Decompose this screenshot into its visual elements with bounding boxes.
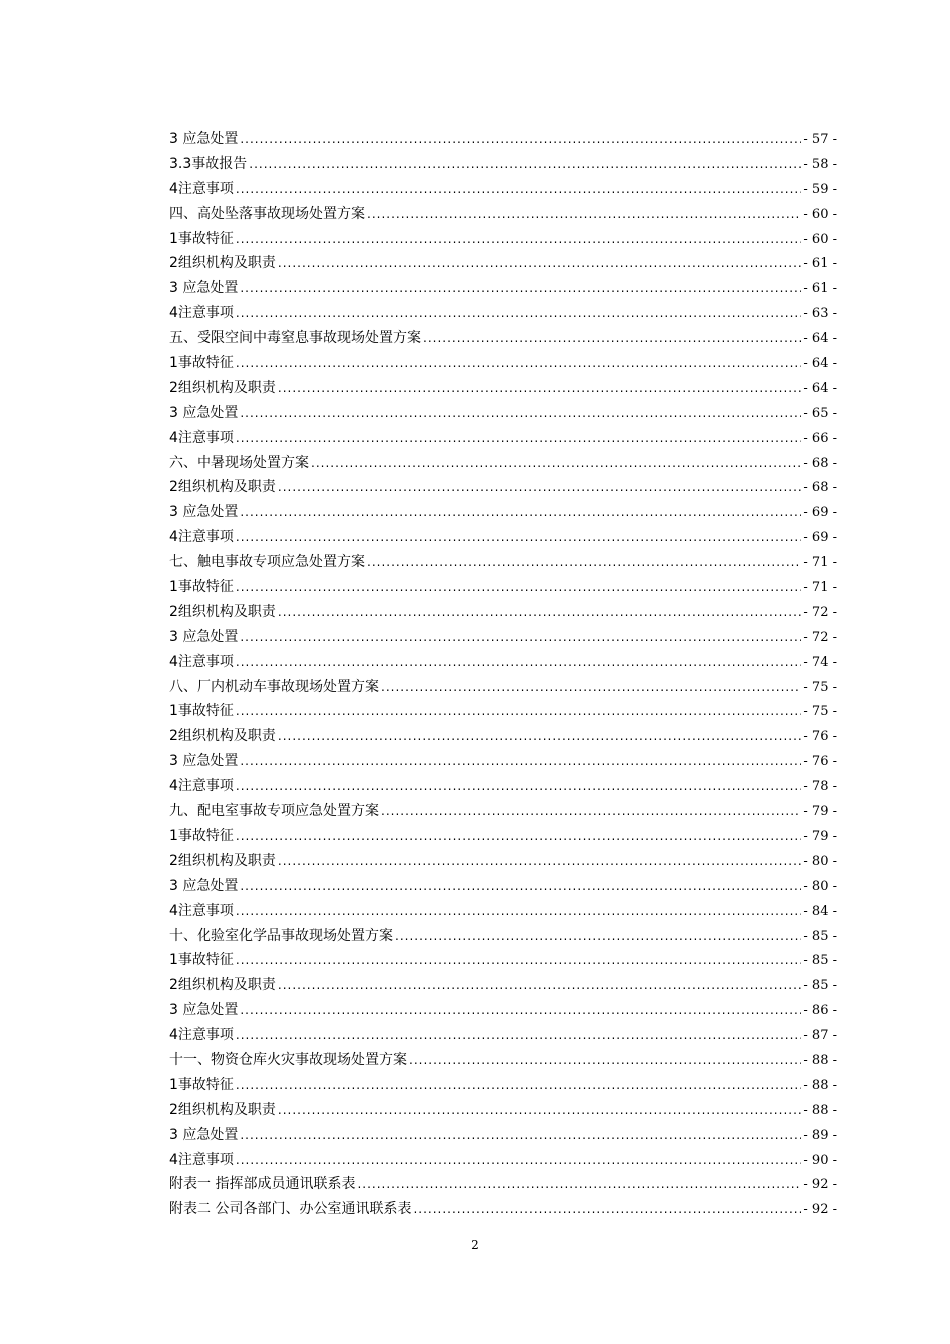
toc-entry-title: 四、高处坠落事故现场处置方案 bbox=[169, 205, 365, 222]
toc-dot-leader bbox=[236, 650, 801, 675]
toc-entry-page: - 75 - bbox=[803, 704, 837, 720]
toc-entry-page: - 64 - bbox=[803, 380, 837, 396]
toc-entry[interactable] bbox=[169, 301, 837, 326]
toc-entry[interactable] bbox=[169, 376, 837, 401]
toc-entry-title: 3 应急处置 bbox=[169, 753, 239, 770]
toc-dot-leader bbox=[236, 1148, 801, 1173]
toc-entry[interactable] bbox=[169, 276, 837, 301]
toc-entry[interactable] bbox=[169, 500, 837, 525]
toc-entry-title: 4注意事项 bbox=[169, 1027, 234, 1044]
toc-entry-title: 3 应急处置 bbox=[169, 1002, 239, 1019]
toc-entry[interactable] bbox=[169, 575, 837, 600]
toc-entry-title: 4注意事项 bbox=[169, 305, 234, 322]
toc-dot-leader bbox=[278, 475, 801, 500]
toc-dot-leader bbox=[423, 326, 801, 351]
toc-entry-title: 3 应急处置 bbox=[169, 131, 239, 147]
toc-dot-leader bbox=[236, 948, 801, 973]
toc-entry-page: - 78 - bbox=[803, 779, 837, 795]
toc-entry[interactable] bbox=[169, 1123, 837, 1148]
toc-dot-leader bbox=[236, 351, 801, 376]
toc-dot-leader bbox=[240, 625, 801, 650]
toc-entry-title: 1事故特征 bbox=[169, 827, 234, 844]
toc-entry[interactable] bbox=[169, 600, 837, 625]
toc-entry-title: 4注意事项 bbox=[169, 429, 234, 446]
toc-entry-title: 1事故特征 bbox=[169, 952, 234, 969]
toc-dot-leader bbox=[278, 251, 801, 276]
toc-entry[interactable] bbox=[169, 550, 837, 575]
toc-dot-leader bbox=[240, 1123, 801, 1148]
toc-entry-page: - 80 - bbox=[803, 878, 837, 894]
toc-entry[interactable] bbox=[169, 724, 837, 749]
toc-entry-page: - 64 - bbox=[803, 331, 837, 347]
toc-entry[interactable] bbox=[169, 899, 837, 924]
toc-dot-leader bbox=[278, 849, 801, 874]
toc-dot-leader bbox=[236, 774, 801, 799]
toc-entry[interactable] bbox=[169, 1197, 837, 1222]
toc-entry[interactable] bbox=[169, 774, 837, 799]
toc-entry-title: 五、受限空间中毒窒息事故现场处置方案 bbox=[169, 330, 421, 347]
toc-dot-leader bbox=[357, 1172, 801, 1197]
toc-entry-page: - 72 - bbox=[803, 629, 837, 645]
toc-entry-title: 4注意事项 bbox=[169, 1151, 234, 1168]
toc-entry[interactable] bbox=[169, 799, 837, 824]
toc-entry[interactable] bbox=[169, 973, 837, 998]
toc-entry[interactable] bbox=[169, 924, 837, 949]
toc-entry-title: 七、触电事故专项应急处置方案 bbox=[169, 554, 365, 571]
toc-entry[interactable] bbox=[169, 824, 837, 849]
toc-entry[interactable] bbox=[169, 675, 837, 700]
toc-entry[interactable] bbox=[169, 227, 837, 252]
toc-dot-leader bbox=[381, 675, 801, 700]
toc-entry[interactable] bbox=[169, 152, 837, 177]
toc-dot-leader bbox=[240, 998, 801, 1023]
toc-entry-page: - 68 - bbox=[803, 480, 837, 496]
toc-entry-page: - 61 - bbox=[803, 256, 837, 272]
toc-entry-page: - 63 - bbox=[803, 306, 837, 322]
toc-entry[interactable] bbox=[169, 127, 837, 152]
toc-entry-page: - 61 - bbox=[803, 281, 837, 297]
toc-dot-leader bbox=[278, 376, 801, 401]
toc-entry-page: - 72 - bbox=[803, 604, 837, 620]
toc-entry[interactable] bbox=[169, 202, 837, 227]
toc-dot-leader bbox=[240, 127, 801, 152]
toc-entry-page: - 85 - bbox=[803, 928, 837, 944]
toc-entry[interactable] bbox=[169, 625, 837, 650]
toc-entry-page: - 64 - bbox=[803, 356, 837, 372]
toc-dot-leader bbox=[236, 426, 801, 451]
toc-entry-title: 十一、物资仓库火灾事故现场处置方案 bbox=[169, 1051, 407, 1068]
toc-entry[interactable] bbox=[169, 874, 837, 899]
toc-dot-leader bbox=[240, 401, 801, 426]
toc-dot-leader bbox=[409, 1048, 801, 1073]
toc-entry[interactable] bbox=[169, 1073, 837, 1098]
toc-entry[interactable] bbox=[169, 1048, 837, 1073]
toc-entry[interactable] bbox=[169, 525, 837, 550]
toc-entry-page: - 79 - bbox=[803, 804, 837, 820]
toc-entry[interactable] bbox=[169, 1023, 837, 1048]
toc-entry-page: - 92 - bbox=[803, 1177, 837, 1193]
toc-entry[interactable] bbox=[169, 326, 837, 351]
toc-entry[interactable] bbox=[169, 998, 837, 1023]
toc-dot-leader bbox=[240, 749, 801, 774]
toc-entry-title: 2组织机构及职责 bbox=[169, 1101, 276, 1118]
toc-dot-leader bbox=[278, 724, 801, 749]
toc-entry[interactable] bbox=[169, 401, 837, 426]
toc-entry-title: 4注意事项 bbox=[169, 529, 234, 546]
toc-entry-page: - 66 - bbox=[803, 430, 837, 446]
toc-entry-page: - 76 - bbox=[803, 729, 837, 745]
toc-entry-title: 3.3事故报告 bbox=[169, 155, 248, 172]
toc-entry[interactable] bbox=[169, 699, 837, 724]
toc-entry-title: 2组织机构及职责 bbox=[169, 379, 276, 396]
toc-entry-page: - 90 - bbox=[803, 1152, 837, 1168]
toc-entry-title: 4注意事项 bbox=[169, 653, 234, 670]
toc-entry-title: 2组织机构及职责 bbox=[169, 479, 276, 496]
toc-entry-title: 2组织机构及职责 bbox=[169, 728, 276, 745]
toc-entry-title: 1事故特征 bbox=[169, 355, 234, 372]
table-of-contents bbox=[169, 127, 837, 1222]
toc-dot-leader bbox=[311, 451, 801, 476]
toc-entry[interactable] bbox=[169, 849, 837, 874]
toc-dot-leader bbox=[278, 600, 801, 625]
toc-dot-leader bbox=[381, 799, 801, 824]
toc-entry-title: 2组织机构及职责 bbox=[169, 977, 276, 994]
toc-entry-page: - 85 - bbox=[803, 953, 837, 969]
toc-entry-page: - 57 - bbox=[803, 132, 837, 147]
toc-entry-page: - 69 - bbox=[803, 505, 837, 521]
toc-entry[interactable] bbox=[169, 351, 837, 376]
toc-entry-page: - 86 - bbox=[803, 1003, 837, 1019]
toc-entry-page: - 65 - bbox=[803, 405, 837, 421]
toc-entry-title: 3 应急处置 bbox=[169, 404, 239, 421]
toc-entry-title: 十、化验室化学品事故现场处置方案 bbox=[169, 927, 393, 944]
toc-dot-leader bbox=[236, 575, 801, 600]
toc-entry-title: 2组织机构及职责 bbox=[169, 852, 276, 869]
toc-entry-page: - 79 - bbox=[803, 828, 837, 844]
toc-dot-leader bbox=[236, 699, 801, 724]
toc-entry-title: 附表二 公司各部门、办公室通讯联系表 bbox=[169, 1201, 412, 1218]
toc-entry-title: 六、中暑现场处置方案 bbox=[169, 454, 309, 471]
toc-dot-leader bbox=[240, 874, 801, 899]
toc-entry[interactable] bbox=[169, 177, 837, 202]
toc-entry-title: 附表一 指挥部成员通讯联系表 bbox=[169, 1176, 356, 1193]
toc-entry-page: - 60 - bbox=[803, 231, 837, 247]
toc-dot-leader bbox=[240, 500, 801, 525]
toc-dot-leader bbox=[278, 973, 801, 998]
toc-dot-leader bbox=[236, 1073, 801, 1098]
toc-entry-page: - 80 - bbox=[803, 853, 837, 869]
toc-dot-leader bbox=[367, 202, 801, 227]
toc-entry-title: 2组织机构及职责 bbox=[169, 603, 276, 620]
toc-dot-leader bbox=[278, 1098, 801, 1123]
toc-dot-leader bbox=[236, 899, 801, 924]
toc-entry-title: 1事故特征 bbox=[169, 703, 234, 720]
toc-entry-page: - 76 - bbox=[803, 754, 837, 770]
toc-entry-title: 八、厂内机动车事故现场处置方案 bbox=[169, 678, 379, 695]
toc-entry-title: 1事故特征 bbox=[169, 1076, 234, 1093]
toc-dot-leader bbox=[236, 301, 801, 326]
toc-entry-title: 1事故特征 bbox=[169, 230, 234, 247]
toc-entry[interactable] bbox=[169, 650, 837, 675]
toc-entry-page: - 58 - bbox=[803, 156, 837, 172]
toc-entry-page: - 88 - bbox=[803, 1077, 837, 1093]
toc-entry-title: 4注意事项 bbox=[169, 902, 234, 919]
toc-entry-page: - 92 - bbox=[803, 1202, 837, 1218]
toc-entry-title: 3 应急处置 bbox=[169, 1126, 239, 1143]
toc-entry[interactable] bbox=[169, 426, 837, 451]
toc-dot-leader bbox=[236, 177, 801, 202]
toc-entry[interactable] bbox=[169, 1098, 837, 1123]
toc-entry-page: - 68 - bbox=[803, 455, 837, 471]
toc-entry[interactable] bbox=[169, 1148, 837, 1173]
toc-entry-page: - 71 - bbox=[803, 580, 837, 596]
toc-dot-leader bbox=[413, 1197, 801, 1222]
toc-entry[interactable] bbox=[169, 451, 837, 476]
page-number: 2 bbox=[471, 1238, 479, 1252]
toc-entry[interactable] bbox=[169, 251, 837, 276]
toc-entry-title: 3 应急处置 bbox=[169, 504, 239, 521]
toc-entry[interactable] bbox=[169, 749, 837, 774]
toc-entry-page: - 88 - bbox=[803, 1102, 837, 1118]
toc-dot-leader bbox=[395, 924, 801, 949]
toc-entry-page: - 71 - bbox=[803, 555, 837, 571]
toc-entry-page: - 60 - bbox=[803, 206, 837, 222]
toc-dot-leader bbox=[249, 152, 801, 177]
toc-dot-leader bbox=[236, 227, 801, 252]
toc-dot-leader bbox=[236, 1023, 801, 1048]
toc-dot-leader bbox=[367, 550, 801, 575]
toc-entry[interactable] bbox=[169, 1172, 837, 1197]
toc-entry[interactable] bbox=[169, 948, 837, 973]
toc-entry-title: 九、配电室事故专项应急处置方案 bbox=[169, 803, 379, 820]
toc-entry-page: - 69 - bbox=[803, 530, 837, 546]
toc-entry-title: 2组织机构及职责 bbox=[169, 255, 276, 272]
toc-entry-page: - 59 - bbox=[803, 181, 837, 197]
toc-entry-title: 1事故特征 bbox=[169, 579, 234, 596]
toc-entry-page: - 87 - bbox=[803, 1028, 837, 1044]
toc-entry-title: 3 应急处置 bbox=[169, 280, 239, 297]
toc-entry-page: - 84 - bbox=[803, 903, 837, 919]
toc-dot-leader bbox=[236, 525, 801, 550]
toc-entry-page: - 75 - bbox=[803, 679, 837, 695]
toc-entry-title: 3 应急处置 bbox=[169, 877, 239, 894]
toc-entry-title: 3 应急处置 bbox=[169, 628, 239, 645]
toc-dot-leader bbox=[236, 824, 801, 849]
toc-entry-page: - 88 - bbox=[803, 1052, 837, 1068]
toc-entry[interactable] bbox=[169, 475, 837, 500]
toc-entry-page: - 85 - bbox=[803, 978, 837, 994]
toc-entry-title: 4注意事项 bbox=[169, 778, 234, 795]
toc-dot-leader bbox=[240, 276, 801, 301]
toc-entry-title: 4注意事项 bbox=[169, 180, 234, 197]
toc-entry-page: - 74 - bbox=[803, 654, 837, 670]
toc-entry-page: - 89 - bbox=[803, 1127, 837, 1143]
